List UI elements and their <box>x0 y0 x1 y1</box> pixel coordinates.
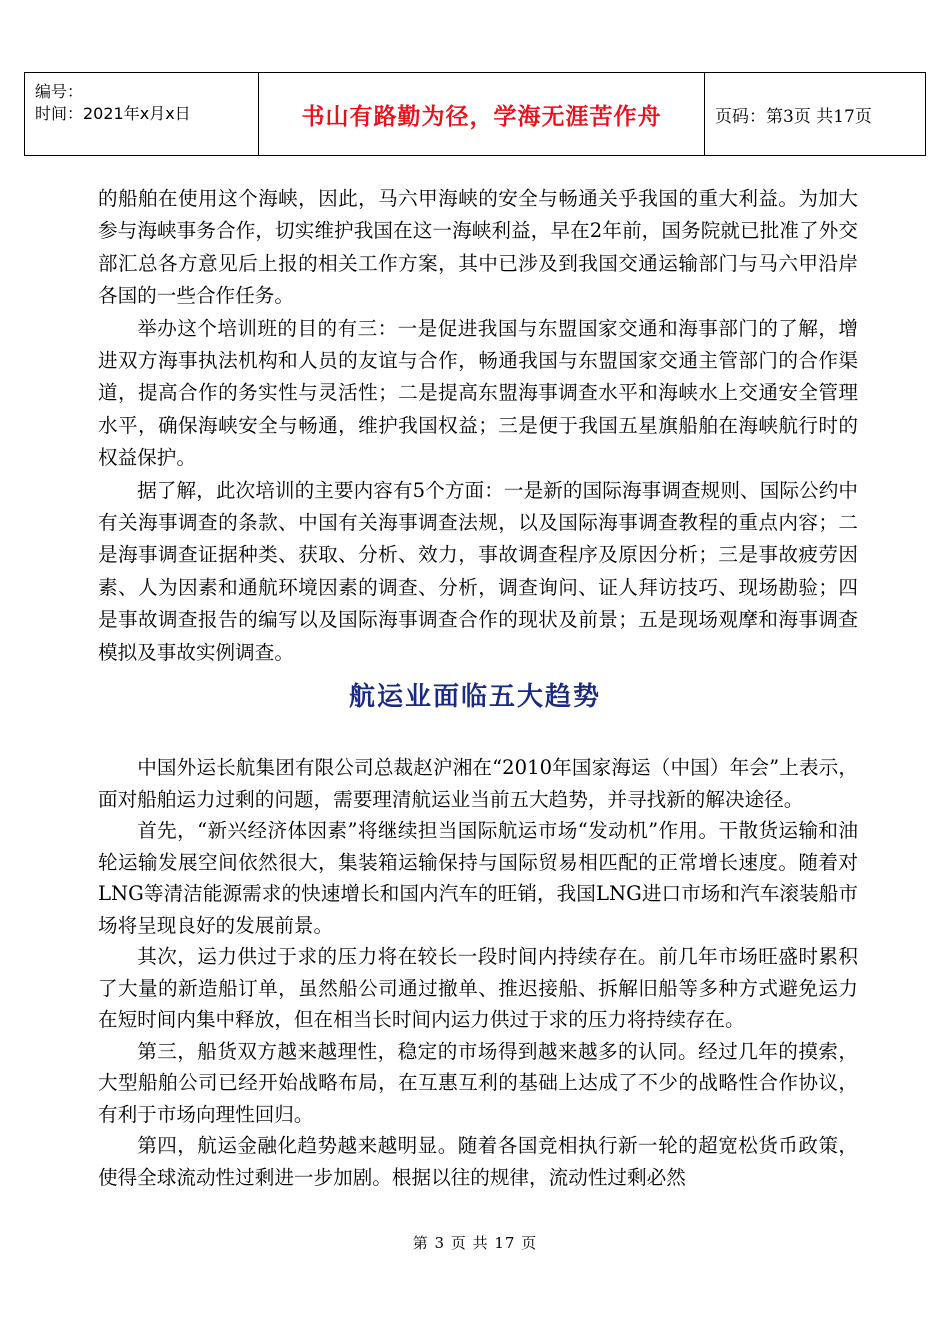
section2-paragraph: 首先，“新兴经济体因素”将继续担当国际航运市场“发动机”作用。干散货运输和油轮运输发展空间依然很大，集装箱运输保持与国际贸易相匹配的正常增长速度。随着对LNG等清洁能源需求的快速增长和国内汽车的旺销，我国LNG进口市场和汽车滚装船市场将呈现良好的发展前景。 <box>98 819 858 937</box>
document-time-label: 时间：2021年x月x日 <box>35 104 191 123</box>
section1-paragraph: 的船舶在使用这个海峡，因此，马六甲海峡的安全与畅通关乎我国的重大利益。为加大参与海峡事务合作，切实维护我国在这一海峡利益，早在2年前，国务院就已批准了外交部汇总各方意见后上报的相关工作方案，其中已涉及到我国交通运输部门与马六甲沿岸各国的一些合作任务。 <box>98 187 858 308</box>
section1-paragraph: 据了解，此次培训的主要内容有5个方面：一是新的国际海事调查规则、国际公约中有关海事调查的条款、中国有关海事调查法规，以及国际海事调查教程的重点内容；二是海事调查证据种类、获取、分析、效力，事故调查程序及原因分析；三是事故疲劳因素、人为因素和通航环境因素的调查、分析，调查询问、证人拜访技巧、现场勘验；四是事故调查报告的编写以及国际海事调查合作的现状及前景；五是现场观摩和海事调查模拟及事故实例调查。 <box>98 478 858 664</box>
section2-paragraph: 中国外运长航集团有限公司总裁赵沪湘在“2010年国家海运（中国）年会”上表示，面对船舶运力过剩的问题，需要理清航运业当前五大趋势，并寻找新的解决途径。 <box>98 756 858 811</box>
header-page-info: 页码：第3页 共17页 <box>715 106 872 127</box>
header-page-info-cell <box>705 73 926 156</box>
section2-paragraph: 第三，船货双方越来越理性，稳定的市场得到越来越多的认同。经过几年的摸索，大型船舶公司已经开始战略布局，在互惠互利的基础上达成了不少的战略性合作协议，有利于市场向理性回归。 <box>98 1039 858 1126</box>
section2-paragraph: 第四，航运金融化趋势越来越明显。随着各国竞相执行新一轮的超宽松货币政策，使得全球流动性过剩进一步加剧。根据以往的规律，流动性过剩必然 <box>98 1134 858 1189</box>
header-motto-cell <box>259 73 705 156</box>
section2-title: 航运业面临五大趋势 <box>348 682 601 712</box>
section1-paragraph: 举办这个培训班的目的有三：一是促进我国与东盟国家交通和海事部门的了解，增进双方海事执法机构和人员的友谊与合作，畅通我国与东盟国家交通主管部门的合作渠道，提高合作的务实性与灵活性；二是提高东盟海事调查水平和海峡水上交通安全管理水平，确保海峡安全与畅通，维护我国权益；三是便于我国五星旗船舶在海峡航行时的权益保护。 <box>98 316 858 470</box>
section1-body <box>98 183 858 669</box>
section2-body <box>98 752 858 1193</box>
header-meta-cell <box>25 73 259 156</box>
section2-paragraph: 其次，运力供过于求的压力将在较长一段时间内持续存在。前几年市场旺盛时累积了大量的新造船订单，虽然船公司通过撤单、推迟接船、拆解旧船等多种方式避免运力在短时间内集中释放，但在相当长时间内运力供过于求的压力将持续存在。 <box>98 945 858 1031</box>
page-footer: 第 3 页 共 17 页 <box>412 1234 538 1252</box>
header-motto: 书山有路勤为径，学海无涯苦作舟 <box>301 103 662 130</box>
header-table <box>24 72 926 156</box>
document-number-label: 编号： <box>35 82 84 101</box>
